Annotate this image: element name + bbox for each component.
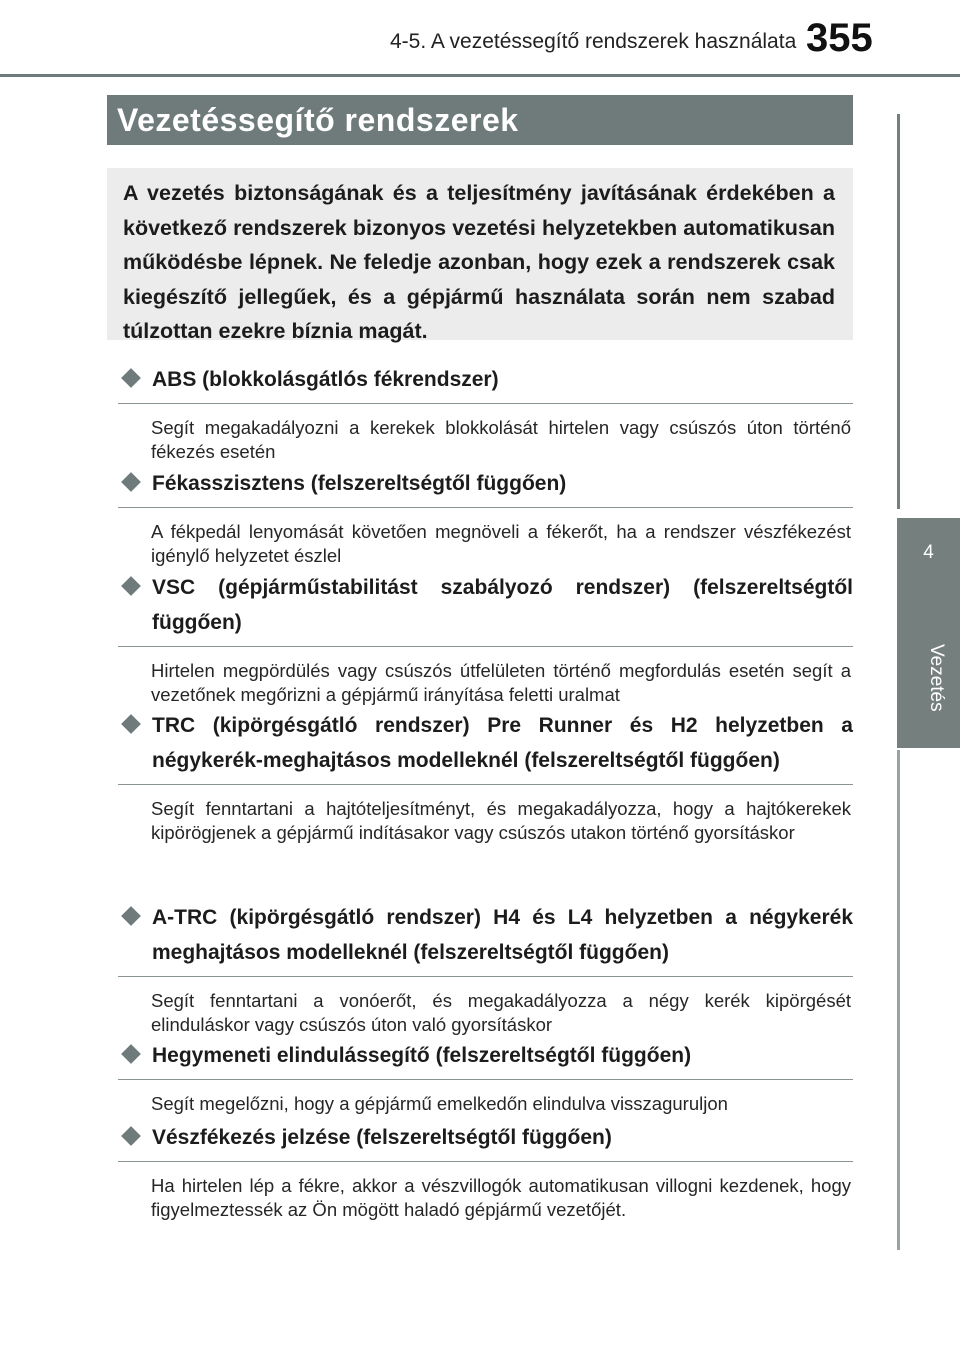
section-vsc — [118, 570, 853, 707]
section-title: Vészfékezés jelzése (felszereltségtől függően) — [152, 1126, 612, 1149]
header-rule — [0, 74, 960, 77]
page-number: 355 — [806, 16, 873, 60]
section-body: Segít fenntartani a vonóerőt, és megakadályozza a négy kerék kipörgését elinduláskor vagy csúszós úton való gyorsításkor — [151, 990, 851, 1035]
page-title: Vezetéssegítő rendszerek — [117, 102, 519, 138]
section-title: VSC (gépjárműstabilitást szabályozó rendszer) (felszereltségtől függően) — [152, 576, 853, 634]
diamond-bullet-icon — [121, 576, 141, 596]
section-title: TRC (kipörgésgátló rendszer) Pre Runner és H2 helyzetben a négykerék-meghajtásos modelleknél (felszereltségtől függően) — [152, 714, 853, 772]
chapter-number: 4 — [923, 542, 934, 563]
section-hill-start-assist — [118, 1038, 853, 1116]
section-rule — [118, 507, 853, 508]
page-title-bar — [107, 95, 853, 145]
section-a-trc — [118, 900, 853, 1037]
section-brake-assist — [118, 466, 853, 568]
section-body: A fékpedál lenyomását követően megnöveli a fékerőt, ha a rendszer vészfékezést igénylő helyzetet észlel — [151, 521, 851, 566]
section-title: A-TRC (kipörgésgátló rendszer) H4 és L4 helyzetben a négykerék meghajtásos modelleknél (felszereltségtől függően) — [152, 906, 853, 964]
intro-text: A vezetés biztonságának és a teljesítmény javításának érdekében a következő rendszerek bizonyos vezetési helyzetekben automatikusan működésbe lépnek. Ne feledje azonban, hogy ezek a rendszerek csak kiegészítő jellegűek, és a gépjármű használata során nem szabad túlzottan ezekre bíznia magát. — [123, 181, 835, 343]
section-rule — [118, 1161, 853, 1162]
section-emergency-brake-signal — [118, 1120, 853, 1222]
intro-box — [107, 168, 853, 343]
chapter-side-tab[interactable] — [897, 518, 960, 748]
diamond-bullet-icon — [121, 714, 141, 734]
section-body: Ha hirtelen lép a fékre, akkor a vészvillogók automatikusan villogni kezdenek, hogy figyelmeztessék az Ön mögött haladó gépjármű vezetőjét. — [151, 1175, 851, 1220]
diamond-bullet-icon — [121, 1044, 141, 1064]
section-rule — [118, 1079, 853, 1080]
section-title: ABS (blokkolásgátlós fékrendszer) — [152, 368, 499, 391]
section-body: Hirtelen megpördülés vagy csúszós útfelületen történő megfordulás esetén segít a vezetőnek megőrizni a gépjármű irányítása feletti uralmat — [151, 660, 851, 705]
diamond-bullet-icon — [121, 472, 141, 492]
section-rule — [118, 784, 853, 785]
diamond-bullet-icon — [121, 368, 141, 388]
side-tab-line-bottom — [897, 750, 900, 1250]
section-rule — [118, 976, 853, 977]
side-tab-line-top — [897, 114, 900, 509]
diamond-bullet-icon — [121, 1126, 141, 1146]
section-trc — [118, 708, 853, 845]
section-rule — [118, 403, 853, 404]
chapter-label: Vezetés — [926, 644, 947, 712]
section-abs — [118, 362, 853, 464]
header-section-path: 4-5. A vezetéssegítő rendszerek használata — [390, 30, 797, 53]
section-body: Segít fenntartani a hajtóteljesítményt, és megakadályozza, hogy a hajtókerekek kipörögjenek a gépjármű indításakor vagy csúszós utakon történő gyorsításkor — [151, 798, 851, 843]
diamond-bullet-icon — [121, 906, 141, 926]
section-title: Hegymeneti elindulássegítő (felszereltségtől függően) — [152, 1044, 692, 1067]
section-title: Fékasszisztens (felszereltségtől függően) — [152, 472, 567, 495]
section-rule — [118, 646, 853, 647]
section-body: Segít megelőzni, hogy a gépjármű emelkedőn elindulva visszaguruljon — [151, 1093, 728, 1114]
section-body: Segít megakadályozni a kerekek blokkolását hirtelen vagy csúszós úton történő fékezés esetén — [151, 417, 851, 462]
